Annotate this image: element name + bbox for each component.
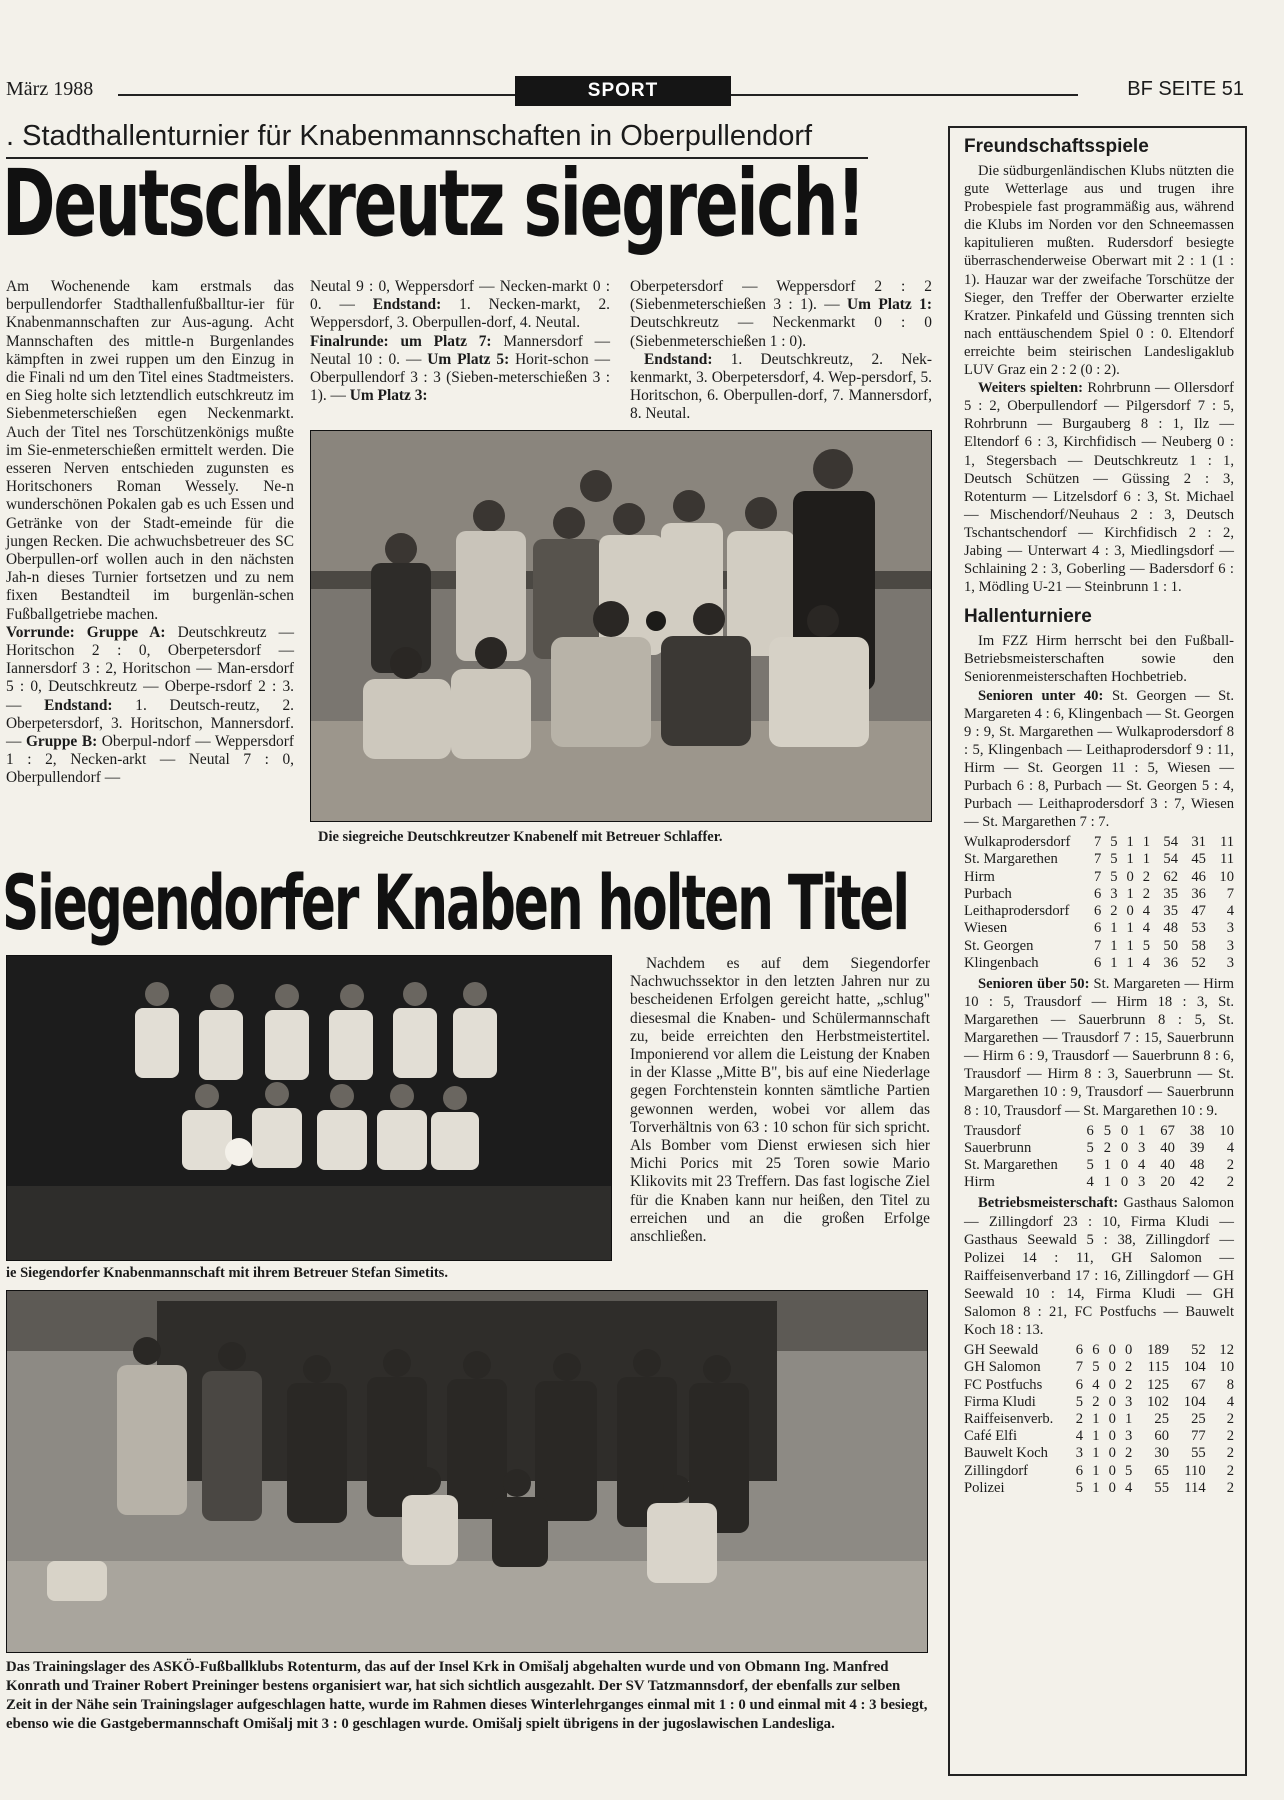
table-cell: 3 [1226,954,1234,971]
table-cell: 114 [1184,1479,1206,1496]
table-cell: 4 [1142,903,1151,920]
table-cell: 25 [1154,1411,1169,1428]
table-cell: 40 [1160,1139,1175,1156]
table-cell: 5 [1142,937,1151,954]
results-paragraph: Vorrunde: Gruppe A: Deutschkreutz — Horitschon 2 : 0, Oberpetersdorf — Iannersdorf 3 : 2, Horitschon — Man-ersdorf 5 : 0, Deutschkreutz — Oberpe-rsdorf 2 : 3. — Endstand: 1. Deutsch-reutz, 2. Oberpetersdorf, 3. Horitschon, Mannersdorf. — Gruppe B: Oberpul-ndorf — Weppersdorf 1 : 2, Necken-arkt — Neutal 7 : 0, Oberpullendorf — [6,623,294,787]
table-cell: 36 [1191,885,1206,902]
table-cell: 2 [1226,1411,1234,1428]
table-cell: 8 [1226,1376,1234,1393]
team-name: Raiffeisenverb. [964,1411,1054,1428]
table-cell: 6 [1075,1376,1084,1393]
team-name: St. Margarethen [964,1157,1058,1174]
table-row [964,851,1234,868]
team-name: Zillingdorf [964,1462,1029,1479]
table-cell: 3 [1226,937,1234,954]
table-cell: 67 [1160,1122,1175,1139]
team-name: GH Seewald [964,1342,1039,1359]
table-cell: 2 [1226,1157,1234,1174]
table-cell: 36 [1163,954,1178,971]
table-cell: 6 [1092,1342,1100,1359]
photo-caption: Das Trainingslager des ASKÖ-Fußballklubs Rotenturm, das auf der Insel Krk in Omišalj abgehalten wurde und von Obmann Ing. Manfred Konrath und Trainer Robert Preininger bestens organisiert war, hat sich sichtlich ausgezahlt. Der SV Tatzmannsdorf, der ebenfalls zur selben Zeit in der Nähe sein Trainingslager aufgeschlagen hatte, wurde im Rahmen dieses Winterlehrganges einmal mit 1 : 0 und einmal mit 4 : 3 besiegt, ebenso wie die Gastgebermannschaft Omišalj mit 3 : 0 geschlagen wurde. Omišalj spielt übrigens in der jugoslawischen Landesliga. [6,1659,928,1732]
table-cell: 5 [1086,1139,1094,1156]
table-cell: 10 [1219,1359,1234,1376]
table-cell: 6 [1093,954,1102,971]
table-cell: 3 [1125,1393,1133,1410]
table-cell: 1 [1142,851,1151,868]
table-cell: 35 [1163,885,1178,902]
standings-table-senioren-40 [964,834,1234,972]
table-cell: 1 [1126,834,1134,851]
table-row [964,1174,1234,1191]
team-photo-deutschkreutz [310,430,932,822]
table-cell: 2 [1142,885,1151,902]
table-cell: 47 [1191,903,1206,920]
table-cell: 1 [1103,1157,1111,1174]
table-cell: 46 [1191,868,1206,885]
table-cell: 0 [1108,1462,1116,1479]
sidebar-heading: Freundschaftsspiele [964,136,1149,157]
table-cell: 4 [1226,1139,1234,1156]
article-headline-2: Siegendorfer Knaben holten Titel [2,858,909,947]
table-cell: 1 [1126,885,1134,902]
table-row [964,955,1234,972]
table-cell: 65 [1154,1462,1169,1479]
table-row [964,869,1234,886]
table-cell: 5 [1125,1462,1133,1479]
table-cell: 11 [1219,834,1234,851]
table-cell: 1 [1110,937,1118,954]
table-cell: 104 [1183,1393,1206,1410]
team-name: Sauerbrunn [964,1139,1032,1156]
table-cell: 1 [1092,1445,1100,1462]
table-cell: 6 [1086,1122,1094,1139]
article-kicker: . Stadthallenturnier für Knabenmannschaften in Oberpullendorf [6,120,868,159]
team-name: Klingenbach [964,954,1039,971]
table-cell: 189 [1147,1342,1169,1359]
team-name: Hirm [964,868,995,885]
table-row [964,1342,1234,1359]
results-paragraph: Oberpetersdorf — Weppersdorf 2 : 2 (Siebenmeterschießen 3 : 1). — Um Platz 1: Deutschkreutz — Neckenmarkt 0 : 0 (Siebenmeterschießen 1 : 0). [630,278,932,350]
table-cell: 0 [1125,1342,1133,1359]
table-cell: 2 [1092,1393,1100,1410]
table-cell: 39 [1189,1139,1205,1156]
table-cell: 1 [1092,1462,1100,1479]
table-cell: 10 [1219,868,1234,885]
table-cell: 0 [1108,1479,1116,1496]
team-name: Wiesen [964,920,1008,937]
table-cell: 2 [1110,903,1118,920]
table-cell: 1 [1110,920,1118,937]
table-cell: 6 [1075,1342,1084,1359]
table-cell: 1 [1092,1411,1100,1428]
table-cell: 4 [1086,1174,1094,1191]
table-cell: 5 [1110,834,1118,851]
table-cell: 11 [1219,851,1234,868]
table-cell: 55 [1191,1445,1206,1462]
table-cell: 7 [1093,834,1102,851]
table-cell: 6 [1075,1462,1084,1479]
page-number: BF SEITE 51 [1121,78,1244,101]
table-cell: 2 [1226,1428,1234,1445]
article-paragraph: Nachdem es auf dem Siegendorfer Nachwuchssektor in den letzten Jahren nur zu bescheidenen Erfolgen gereicht hatte, „schlug" diesesmal die Knaben- und Schülermannschaft zu, beide erreichten den Herbstmeistertitel. Imponierend vor allem die Leistung der Knaben in der Klasse „Mitte B", bis auf eine Niederlage gegen Forchtenstein konnten sämtliche Partien gewonnen werden, wobei vor allem das Torverhältnis von 63 : 10 schon für sich spricht. Als Bomber vom Dienst erwiesen sich hier Michi Porics mit 25 Toren sowie Mario Klikovits mit 23 Treffern. Das fast logische Ziel für die Knaben kann nur heißen, den Titel zu erreichen und an die großen Erfolge anschließen. [630,955,930,1246]
table-cell: 55 [1154,1479,1169,1496]
team-name: Bauwelt Koch [964,1445,1048,1462]
table-cell: 62 [1163,868,1178,885]
table-cell: 42 [1189,1174,1205,1191]
table-cell: 7 [1093,851,1102,868]
results-paragraph: Finalrunde: um Platz 7: Mannersdorf — Neutal 10 : 0. — Um Platz 5: Horit-schon — Oberpullendorf 3 : 3 (Sieben-meterschießen 3 : 1). — Um Platz 3: [310,332,610,405]
table-cell: 20 [1160,1174,1175,1191]
table-cell: 52 [1191,954,1206,971]
table-cell: 4 [1142,954,1151,971]
table-cell: 67 [1191,1376,1206,1393]
article-headline: Deutschkreutz siegreich! [2,150,864,257]
table-cell: 2 [1125,1376,1133,1393]
team-name: Hirm [964,1174,995,1191]
table-cell: 12 [1219,1342,1234,1359]
sidebar-text: Die südburgenländischen Klubs nützten die gute Wetterlage aus und trugen ihre Probespiele fast programmäßig aus, während die Klubs im Norden vor den Schneemassen kapitulieren mußten. Rudersdorf besiegte überraschenderweise Oberwart mit 2 : 1 (1 : 1). Hauzar war der zweifache Torschütze der Sieger, den Treffer der Oberwarter erzielte Kratzer. Pinkafeld und Güssing trennten sich nach enttäuschendem Spiel 0 : 0. Eltendorf erreichte beim steirischen Landesligaklub LUV Graz ein 2 : 2 (0 : 2). Weiters spielten: Rohrbrunn — Ollersdorf 5 : 2, Oberpullendorf — Pilgersdorf 7 : 5, Rohrbrunn — Burgauberg 8 : 1, Ilz — Eltendorf 6 : 3, Kirchfidisch — Neuberg 0 : 1, Stegersbach — Deutschkreutz 1 : 1, Deutsch Schützen — Güssing 2 : 3, Rotenturm — Litzelsdorf 6 : 3, St. Michael — Mischendorf/Neuhaus 2 : 3, Deutsch Tschantschendorf — Kirchfidisch 2 : 2, Jabing — Unterwart 4 : 3, Miedlingsdorf — Schlaining 2 : 3, Goberling — Badersdorf 6 : 1, Mödling U-21 — Steinbrunn 1 : 1. [964,163,1234,596]
team-photo-siegendorf [6,955,612,1261]
table-cell: 35 [1163,903,1178,920]
table-cell: 5 [1075,1393,1084,1410]
table-cell: 1 [1126,954,1134,971]
table-cell: 1 [1092,1479,1100,1496]
team-name: Polizei [964,1479,1005,1496]
table-cell: 3 [1138,1139,1146,1156]
table-cell: 0 [1126,903,1134,920]
table-row [964,1157,1234,1174]
table-cell: 0 [1120,1157,1129,1174]
table-row [964,886,1234,903]
sidebar-box [948,126,1247,1776]
sidebar-text: Im FZZ Hirm herrscht bei den Fußball-Betriebsmeisterschaften sowie den Seniorenmeisterschaften Hochbetrieb. Senioren unter 40: St. Georgen — St. Margareten 4 : 6, Klingenbach — St. Georgen 9 : 9, St. Margarethen — Wulkaprodersdorf 8 : 5, Klingenbach — Leithaprodersdorf 9 : 11, Hirm — St. Georgen 11 : 5, Wiesen — Purbach 6 : 8, Purbach — St. Georgen 5 : 4, Purbach — Leithaprodersdorf 3 : 7, Wiesen — St. Margarethen 7 : 7. [964,633,1235,831]
table-cell: 25 [1191,1411,1206,1428]
table-cell: 4 [1226,903,1234,920]
table-cell: 5 [1086,1157,1094,1174]
table-cell: 2 [1226,1174,1234,1191]
table-cell: 5 [1110,851,1118,868]
table-cell: 0 [1108,1428,1116,1445]
table-cell: 4 [1142,920,1151,937]
sidebar-heading: Hallenturniere [964,606,1092,628]
table-row [964,1411,1234,1428]
team-name: Wulkaprodersdorf [964,834,1071,851]
team-name: St. Margarethen [964,851,1058,868]
table-cell: 7 [1093,937,1102,954]
table-row [964,938,1234,955]
table-cell: 1 [1092,1428,1100,1445]
table-cell: 54 [1163,834,1178,851]
team-name: Café Elfi [964,1428,1018,1445]
table-cell: 5 [1110,868,1118,885]
table-cell: 0 [1120,1174,1129,1191]
standings-table-senioren-50 [964,1123,1234,1192]
table-cell: 1 [1125,1411,1133,1428]
photo-caption: ie Siegendorfer Knabenmannschaft mit ihrem Betreuer Stefan Simetits. [6,1265,448,1281]
article-column-2 [310,278,610,405]
issue-date: März 1988 [6,78,97,101]
table-row [964,834,1234,851]
table-row [964,1428,1234,1445]
table-cell: 1 [1126,937,1134,954]
team-name: Purbach [964,885,1012,902]
table-cell: 4 [1226,1393,1234,1410]
team-name: St. Georgen [964,937,1034,954]
team-photo-image [7,956,612,1261]
table-cell: 2 [1103,1139,1111,1156]
table-cell: 0 [1108,1359,1116,1376]
table-cell: 0 [1120,1122,1129,1139]
table-cell: 3 [1125,1428,1133,1445]
table-row [964,1359,1234,1376]
table-cell: 58 [1191,937,1206,954]
table-cell: 3 [1110,885,1118,902]
table-cell: 110 [1184,1462,1206,1479]
team-name: Trausdorf [964,1122,1022,1139]
table-cell: 0 [1108,1376,1116,1393]
team-name: GH Salomon [964,1359,1041,1376]
table-cell: 0 [1126,868,1134,885]
article-column-1 [6,278,294,788]
team-name: Firma Kludi [964,1393,1036,1410]
sidebar-text: Betriebsmeisterschaft: Gasthaus Salomon — Zillingdorf 23 : 10, Firma Kludi — Gasthaus Seewald 5 : 38, Zillingdorf — Polizei 14 : 11, GH Salomon — Raiffeisenverband 17 : 16, Zillingdorf — GH Seewald 10 : 14, Firma Kludi — GH Salomon 8 : 21, FC Postfuchs — Bauwelt Koch 18 : 13. [964,1195,1234,1339]
table-cell: 1 [1110,954,1118,971]
table-cell: 0 [1108,1445,1116,1462]
table-cell: 4 [1125,1479,1133,1496]
section-label: SPORT [515,76,731,106]
table-cell: 31 [1191,834,1206,851]
table-cell: 52 [1191,1342,1206,1359]
article-2-text [630,955,930,1246]
table-row [964,1140,1234,1157]
article-paragraph: Am Wochenende kam erstmals das berpullendorfer Stadthallenfußballtur-ier für Knabenmannschaften zur Aus-agung. Acht Mannschaften des mittle-n Burgenlandes kämpften in zwei ruppen um den Einzug in die Finali nd um den Titel eines Stadtmeisters. en Sieg holte sich letztendlich eutschkreutz im Siebenmeterschießen egen Neckenmarkt. Auch der Titel nes Torschützenkönigs mußte im Sie-enmeterschießen ermittelt werden. Die esseren Nerven entschieden zugunsten es Horitschoners Roman Wessely. Ne-n wunderschönen Pokalen gab es uch Essen und Getränke von der Stadt-emeinde für die jungen Recken. Die achwuchsbetreuer des SC Oberpullen-orf wollen auch in den nächsten Jah-n dieses Turnier fortsetzen und zu nem fixen Bestandteil im burgenlän-schen Fußballgetriebe machen. [6,278,294,623]
table-cell: 77 [1191,1428,1206,1445]
table-cell: 104 [1183,1359,1206,1376]
table-cell: 50 [1163,937,1178,954]
team-photo-image [311,431,932,822]
table-cell: 10 [1219,1122,1234,1139]
table-cell: 38 [1189,1122,1205,1139]
table-cell: 115 [1147,1359,1169,1376]
table-cell: 1 [1126,920,1134,937]
table-row [964,1445,1234,1462]
table-cell: 5 [1103,1122,1111,1139]
table-cell: 2 [1125,1359,1133,1376]
table-cell: 4 [1092,1376,1100,1393]
table-row [964,1123,1234,1140]
table-cell: 7 [1093,868,1102,885]
team-name: Leithaprodersdorf [964,903,1070,920]
table-cell: 1 [1138,1122,1146,1139]
table-cell: 45 [1191,851,1206,868]
table-cell: 3 [1138,1174,1146,1191]
table-cell: 7 [1075,1359,1084,1376]
table-cell: 6 [1093,885,1102,902]
table-cell: 2 [1075,1411,1084,1428]
table-cell: 40 [1160,1157,1175,1174]
standings-table-betriebsmeisterschaft [964,1342,1234,1497]
table-cell: 48 [1163,920,1178,937]
table-cell: 0 [1108,1342,1116,1359]
table-row [964,1377,1234,1394]
table-cell: 4 [1138,1157,1146,1174]
table-cell: 2 [1226,1462,1234,1479]
table-row [964,920,1234,937]
table-cell: 6 [1093,903,1102,920]
table-cell: 2 [1125,1445,1133,1462]
article-column-3 [630,278,932,424]
table-row [964,1480,1234,1497]
table-cell: 7 [1226,885,1234,902]
table-cell: 1 [1103,1174,1111,1191]
table-cell: 54 [1163,851,1178,868]
training-camp-photo [6,1290,928,1653]
table-cell: 1 [1126,851,1134,868]
table-cell: 30 [1154,1445,1169,1462]
table-cell: 0 [1108,1411,1116,1428]
table-cell: 0 [1120,1139,1129,1156]
table-cell: 0 [1108,1393,1116,1410]
table-cell: 2 [1142,868,1151,885]
table-cell: 3 [1226,920,1234,937]
table-cell: 5 [1092,1359,1100,1376]
training-camp-image [7,1291,928,1653]
results-paragraph: Endstand: 1. Deutschkreutz, 2. Nek-kenmarkt, 3. Oberpetersdorf, 4. Wep-persdorf, 5. Horitschon, 6. Oberpullen-dorf, 7. Mannersdorf, 8. Neutal. [630,350,932,423]
table-cell: 53 [1191,920,1206,937]
table-cell: 102 [1147,1393,1169,1410]
table-cell: 6 [1093,920,1102,937]
table-cell: 3 [1075,1445,1084,1462]
table-cell: 60 [1154,1428,1169,1445]
table-cell: 2 [1226,1479,1234,1496]
table-cell: 125 [1147,1376,1169,1393]
table-row [964,1463,1234,1480]
sidebar-text: Senioren über 50: St. Margareten — Hirm 10 : 5, Trausdorf — Hirm 18 : 3, St. Margarethen — Sauerbrunn 8 : 5, St. Margarethen — Trausdorf 7 : 15, Sauerbrunn — Hirm 6 : 9, Trausdorf — Sauerbrunn 8 : 6, Trausdorf — Hirm 8 : 3, Sauerbrunn — St. Margarethen 10 : 9, Trausdorf — Sauerbrunn 8 : 10, Trausdorf — St. Margarethen 10 : 9. [964,975,1234,1119]
table-cell: 48 [1189,1157,1205,1174]
table-cell: 2 [1226,1445,1234,1462]
results-paragraph: Neutal 9 : 0, Weppersdorf — Necken-markt 0 : 0. — Endstand: 1. Necken-markt, 2. Weppersdorf, 3. Oberpullen-dorf, 4. Neutal. [310,278,611,332]
team-name: FC Postfuchs [964,1376,1043,1393]
table-row [964,1394,1234,1411]
table-cell: 5 [1075,1479,1084,1496]
table-cell: 1 [1142,834,1151,851]
table-cell: 4 [1075,1428,1084,1445]
photo-caption: Die siegreiche Deutschkreutzer Knabenelf mit Betreuer Schlaffer. [318,829,723,845]
table-row [964,903,1234,920]
